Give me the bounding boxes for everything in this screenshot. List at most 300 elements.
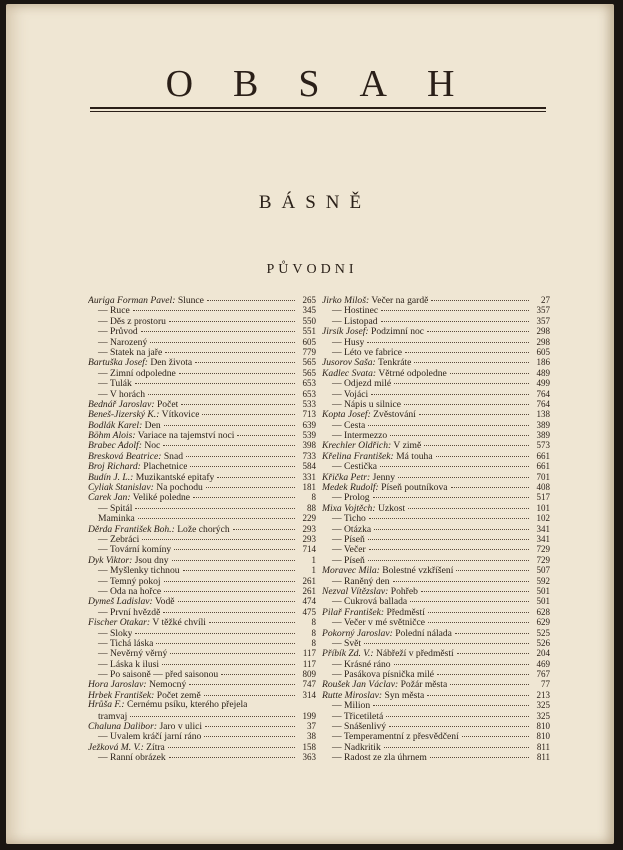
toc-entry	[88, 586, 316, 596]
dot-leader	[189, 684, 295, 685]
dot-leader	[164, 425, 295, 426]
toc-entry-title	[88, 649, 167, 658]
toc-entry-author: Cyliak Stanislav:	[88, 483, 154, 493]
page-number: 398	[302, 440, 316, 451]
toc-entry	[322, 752, 550, 762]
page-number: 811	[536, 741, 550, 752]
toc-entry	[88, 420, 316, 430]
toc-entry-title	[88, 514, 135, 523]
page-number: 341	[536, 523, 550, 534]
page-number: 261	[302, 585, 316, 596]
dot-leader	[414, 362, 529, 363]
toc-entry-text: Syn města	[384, 690, 425, 701]
toc-entry	[322, 305, 550, 315]
page-number: 573	[536, 440, 550, 451]
dot-leader	[163, 612, 295, 613]
toc-entry-author: Děrda František Boh.:	[88, 524, 175, 534]
dot-leader	[437, 674, 529, 675]
toc-entry-title	[88, 577, 161, 586]
toc-entry-author: Mixa Vojtěch:	[322, 503, 376, 514]
dot-leader	[421, 591, 529, 592]
toc-entry-text: — Ranní obrázek	[98, 753, 166, 763]
toc-entry	[322, 690, 550, 700]
page-number: 525	[536, 627, 550, 638]
toc-entry-text: — Zimní odpoledne	[98, 368, 176, 379]
page-number: 27	[541, 295, 550, 305]
toc-entry-text: — Hostinec	[332, 306, 379, 316]
toc-entry	[88, 659, 316, 669]
toc-entry-text: Černému psíku, kterého přejela	[127, 700, 248, 711]
toc-entry	[88, 711, 316, 721]
dot-leader	[394, 664, 529, 665]
toc-entry-author: Příbík Zd. V.:	[322, 649, 374, 659]
dot-leader	[142, 539, 295, 540]
toc-entry-text: Noc	[144, 441, 161, 451]
toc-entry-text: — Ticho	[332, 514, 366, 524]
toc-entry-title	[88, 618, 206, 627]
toc-entry-title	[322, 535, 365, 544]
toc-entry-title	[88, 660, 159, 669]
page-number: 8	[311, 637, 316, 648]
toc-entry-text: — Radost ze zla úhrnem	[332, 753, 427, 763]
dot-leader	[217, 477, 295, 478]
toc-entry-title	[322, 753, 427, 762]
toc-entry-text: — První hvězdě	[98, 607, 161, 618]
page-number: 539	[302, 430, 316, 441]
toc-entry	[88, 389, 316, 399]
dot-leader	[183, 570, 295, 571]
toc-entry-title	[322, 691, 424, 700]
page-number: 747	[302, 679, 316, 690]
toc-entry	[322, 420, 550, 430]
toc-entry	[88, 305, 316, 315]
page-number: 265	[302, 295, 316, 305]
toc-entry-text: — Listopad	[332, 316, 378, 327]
toc-entry-title	[88, 556, 169, 565]
dot-leader	[206, 487, 295, 488]
page-number: 501	[536, 585, 550, 596]
toc-entry	[322, 295, 550, 305]
dot-leader	[179, 373, 295, 374]
page-number: 713	[302, 409, 316, 420]
toc-entry	[88, 492, 316, 502]
page-number: 117	[302, 648, 316, 659]
dot-leader	[381, 321, 529, 322]
page-number: 331	[302, 471, 316, 482]
page-number: 469	[536, 658, 550, 669]
toc-entry	[322, 565, 550, 575]
toc-entry-text: — Statek na jaře	[98, 347, 163, 358]
toc-entry-author: Fischer Otakar:	[88, 618, 151, 628]
page-number: 1	[311, 554, 316, 565]
dot-leader	[450, 684, 529, 685]
toc-entry-title	[322, 431, 387, 440]
page-number: 605	[536, 346, 550, 357]
dot-leader	[462, 736, 529, 737]
toc-entry	[88, 326, 316, 336]
toc-entry-author: Roušek Jan Václav:	[322, 680, 399, 690]
dot-leader	[457, 653, 529, 654]
dot-leader	[164, 591, 295, 592]
page-number: 117	[302, 658, 316, 669]
toc-entry	[322, 347, 550, 357]
dot-leader	[202, 414, 295, 415]
toc-entry-author: Jusorov Saša:	[322, 358, 376, 368]
page-number: 533	[302, 398, 316, 409]
dot-leader	[135, 383, 295, 384]
page-number: 345	[302, 305, 316, 316]
toc-entry-text: — Snášenlivý	[332, 722, 387, 732]
page-number: 714	[302, 544, 316, 555]
dot-leader	[205, 726, 295, 727]
toc-entry-text: — Nevěrný věrný	[98, 649, 168, 659]
page-number: 733	[302, 450, 316, 461]
dot-leader	[451, 487, 529, 488]
page-number: 389	[536, 419, 550, 430]
toc-entry-title	[322, 566, 453, 575]
toc-entry-title	[88, 504, 132, 513]
toc-entry-text: — Úvalem kráčí jarní ráno	[98, 732, 202, 742]
toc-entry-text: — Myšlenky tichnou	[98, 566, 180, 576]
dot-leader	[393, 581, 529, 582]
page-number: 357	[536, 305, 550, 316]
toc-entry-text: tramvaj	[98, 711, 128, 722]
dot-leader	[233, 529, 295, 530]
page-number: 314	[302, 689, 316, 700]
page-number: 341	[536, 533, 550, 544]
page-number: 550	[302, 315, 316, 326]
toc-entry-text: Maminka	[98, 514, 135, 524]
toc-entry-author: Budín J. L.:	[88, 472, 134, 483]
page-number: 729	[536, 544, 550, 555]
page-number: 213	[536, 689, 550, 700]
toc-entry-title	[322, 743, 381, 752]
dot-leader	[373, 705, 529, 706]
dot-leader	[364, 643, 529, 644]
toc-column-right	[322, 295, 550, 763]
toc-entry-title	[88, 338, 147, 347]
page-number: 565	[302, 367, 316, 378]
toc-entry-author: Moravec Mila:	[322, 566, 380, 576]
dot-leader	[404, 404, 529, 405]
dot-leader	[450, 373, 529, 374]
page-number: 181	[302, 482, 316, 493]
toc-entry-title	[88, 700, 247, 710]
page-number: 389	[536, 430, 550, 441]
toc-entry	[88, 482, 316, 492]
toc-entry	[322, 700, 550, 710]
page-number: 204	[536, 648, 550, 659]
page-number: 517	[536, 492, 550, 503]
toc-entry	[88, 544, 316, 554]
page-number: 764	[536, 388, 550, 399]
toc-entry-text: — Láska k ilusi	[98, 659, 160, 670]
toc-entry-text: Zítra	[146, 742, 165, 753]
toc-entry-title	[88, 680, 186, 689]
toc-entry-text: Jenny	[372, 472, 396, 483]
toc-entry-author: Hora Jaroslav:	[88, 680, 147, 690]
toc-entry-author: Bartuška Josef:	[88, 358, 148, 368]
toc-entry-title	[322, 317, 378, 326]
toc-entry-author: Bodlák Karel:	[88, 420, 143, 431]
toc-entry-text: — Intermezzo	[332, 431, 388, 441]
dot-leader	[380, 466, 529, 467]
toc-entry	[322, 607, 550, 617]
toc-column-left	[88, 295, 316, 763]
toc-entry-title	[88, 587, 161, 596]
page-number: 779	[302, 346, 316, 357]
toc-entry-title	[88, 670, 218, 679]
toc-entry-text: V zimě	[393, 441, 422, 451]
toc-entry-title	[322, 712, 383, 721]
toc-entry-title	[322, 452, 433, 461]
toc-entry	[88, 742, 316, 752]
toc-entry-text: V těžké chvíli	[152, 618, 206, 628]
dot-leader	[389, 726, 529, 727]
toc-entry	[322, 461, 550, 471]
toc-entry-author: Pilař František:	[322, 607, 385, 618]
toc-entry	[322, 576, 550, 586]
dot-leader	[430, 757, 529, 758]
toc-entry-title	[322, 410, 416, 419]
toc-entry-author: Kopta Josef:	[322, 410, 371, 420]
toc-entry-title	[88, 753, 166, 762]
toc-entry-title	[88, 379, 132, 388]
page-number: 551	[302, 326, 316, 337]
toc-entry	[322, 544, 550, 554]
toc-entry	[322, 472, 550, 482]
toc-entry	[88, 607, 316, 617]
toc-entry	[88, 565, 316, 575]
toc-entry	[322, 492, 550, 502]
toc-entry	[322, 378, 550, 388]
dot-leader	[156, 643, 295, 644]
toc-entry	[322, 430, 550, 440]
toc-entry-title	[322, 545, 366, 554]
page-number: 629	[536, 617, 550, 628]
toc-entry-author: Čarek Jan:	[88, 493, 131, 503]
dot-leader	[178, 601, 295, 602]
toc-entry-author: Hrbek František:	[88, 690, 155, 701]
toc-entry-text: Nemocný	[148, 680, 187, 690]
dot-leader	[427, 695, 529, 696]
dot-leader	[169, 757, 295, 758]
toc-entry-title	[88, 493, 190, 502]
toc-entry	[322, 711, 550, 721]
page-number: 767	[536, 669, 550, 680]
toc-entry-author: Dyk Viktor:	[88, 555, 133, 566]
toc-entry-author: Beneš-Jizerský K.:	[88, 410, 160, 420]
page-number: 501	[536, 596, 550, 607]
page-number: 810	[536, 721, 550, 732]
toc-entry-text: — Tulák	[98, 379, 132, 389]
toc-entry-text: Má touha	[396, 451, 433, 462]
dot-leader	[193, 497, 295, 498]
page-number: 661	[536, 461, 550, 472]
toc-entry-text: Počet	[156, 399, 179, 410]
toc-entry-title	[88, 639, 153, 648]
dot-leader	[381, 310, 529, 311]
toc-entry-text: — Pasákova písnička milé	[332, 670, 435, 680]
toc-entry-author: Jirko Miloš:	[322, 296, 370, 306]
page-number: 8	[311, 492, 316, 503]
toc-entry	[88, 721, 316, 731]
toc-entry	[88, 648, 316, 658]
toc-entry	[322, 679, 550, 689]
toc-entry	[322, 337, 550, 347]
toc-entry-title	[88, 597, 175, 606]
toc-entry-title	[322, 504, 405, 513]
toc-entry-text: — V horách	[98, 389, 146, 399]
dot-leader	[369, 549, 529, 550]
toc-entry-title	[88, 473, 214, 482]
dot-leader	[190, 466, 295, 467]
toc-entry-title	[88, 722, 202, 731]
toc-entry-author: Brabec Adolf:	[88, 441, 142, 451]
dot-leader	[237, 435, 295, 436]
toc-entry-title	[88, 441, 160, 450]
page-number: 809	[302, 669, 316, 680]
subsection-heading: PŮVODNI	[266, 262, 358, 277]
toc-entry-text: Podzimní noc	[371, 327, 425, 337]
toc-entry-title	[322, 732, 459, 741]
toc-entry-title	[322, 296, 428, 305]
toc-entry	[88, 628, 316, 638]
toc-entry-title	[322, 597, 407, 606]
toc-entry	[88, 555, 316, 565]
toc-entry-title	[322, 462, 377, 471]
toc-entry-text: Vodě	[154, 597, 175, 607]
toc-entry-text: Snad	[163, 451, 184, 462]
page-number: 357	[536, 315, 550, 326]
page-title: OBSAH	[165, 63, 495, 105]
toc-entry-text: Zvěstování	[373, 410, 416, 420]
toc-entry-title	[88, 421, 161, 430]
toc-entry-title	[322, 379, 391, 388]
toc-entry-title	[322, 608, 425, 617]
page-number: 729	[536, 554, 550, 565]
toc-entry-title	[88, 691, 201, 700]
dot-leader	[172, 560, 295, 561]
toc-entry	[88, 700, 316, 710]
dot-leader	[390, 435, 529, 436]
page-number: 639	[302, 419, 316, 430]
dot-leader	[368, 425, 529, 426]
toc-entry-author: Krechler Oldřich:	[322, 441, 392, 451]
toc-entry	[88, 316, 316, 326]
toc-entry-text: — Večer	[332, 545, 366, 555]
toc-entry-text: — Průvod	[98, 327, 138, 337]
dot-leader	[367, 342, 529, 343]
toc-entry-text: — Svět	[332, 638, 362, 649]
dot-leader	[135, 508, 295, 509]
toc-entry-title	[88, 348, 162, 357]
toc-entry	[322, 638, 550, 648]
dot-leader	[428, 612, 529, 613]
toc-entry	[88, 679, 316, 689]
toc-entry	[88, 378, 316, 388]
toc-entry	[322, 513, 550, 523]
dot-leader	[373, 497, 529, 498]
toc-entry	[88, 534, 316, 544]
dot-leader	[186, 456, 295, 457]
toc-entry	[322, 721, 550, 731]
toc-entry	[88, 461, 316, 471]
page-number: 325	[536, 710, 550, 721]
dot-leader	[162, 664, 295, 665]
toc-entry-text: — Krásné ráno	[332, 659, 391, 670]
toc-entry	[322, 399, 550, 409]
toc-entry-text: — Cestička	[332, 462, 378, 472]
toc-entry-text: — Temný pokoj	[98, 576, 161, 586]
toc-entry-text: — Sloky	[98, 628, 133, 638]
title-rule-thick	[90, 107, 546, 109]
dot-leader	[169, 321, 295, 322]
page-number: 592	[536, 575, 550, 586]
toc-entry-title	[88, 296, 204, 305]
toc-entry-text: Na pochodu	[156, 483, 203, 493]
dot-leader	[207, 300, 295, 301]
toc-entry	[322, 731, 550, 741]
toc-entry-author: Kadlec Svata:	[322, 368, 377, 379]
toc-entry-text: — Ruce	[98, 306, 130, 316]
toc-entry-text: Slunce	[177, 296, 204, 306]
dot-leader	[427, 331, 529, 332]
toc-entry	[322, 555, 550, 565]
dot-leader	[368, 539, 529, 540]
toc-entry-author: Ježková M. V.:	[88, 742, 144, 753]
dot-leader	[138, 518, 295, 519]
toc-entry-text: Bolestné vzkříšení	[382, 566, 454, 576]
page-number: 293	[302, 523, 316, 534]
dot-leader	[204, 736, 295, 737]
dot-leader	[398, 477, 529, 478]
toc-entry-author: Auriga Forman Pavel:	[88, 296, 176, 306]
toc-entry-title	[88, 712, 127, 721]
toc-entry-title	[322, 722, 386, 731]
page-number: 499	[536, 378, 550, 389]
toc-entry-title	[88, 545, 171, 554]
toc-entry-text: — Po saisoně — před saisonou	[98, 670, 219, 680]
dot-leader	[371, 394, 529, 395]
toc-entry-author: Böhm Alois:	[88, 431, 136, 441]
toc-entry	[322, 534, 550, 544]
dot-leader	[405, 352, 529, 353]
toc-entry	[322, 659, 550, 669]
toc-entry-text: — Vojáci	[332, 389, 369, 399]
toc-entry-text: Větrné odpoledne	[378, 368, 447, 379]
toc-entry-title	[88, 462, 187, 471]
toc-entry-title	[88, 452, 183, 461]
page-number: 661	[536, 450, 550, 461]
dot-leader	[209, 622, 295, 623]
toc-entry-title	[322, 400, 401, 409]
toc-entry	[88, 472, 316, 482]
toc-entry-text: Večer na gardě	[371, 296, 429, 306]
toc-entry-text: — Prolog	[332, 493, 370, 503]
toc-entry-title	[88, 629, 132, 638]
toc-entry-title	[322, 670, 434, 679]
toc-entry-author: Broj Richard:	[88, 462, 141, 472]
toc-entry-title	[88, 327, 138, 336]
toc-entry-text: — Nadkritik	[332, 742, 381, 753]
toc-entry-text: — Milion	[332, 701, 371, 711]
toc-entry-text: Den života	[150, 358, 193, 368]
toc-entry-author: Rutte Miroslav:	[322, 690, 383, 701]
toc-entry-text: — Narozený	[98, 337, 148, 347]
toc-entry-title	[322, 587, 418, 596]
dot-leader	[410, 601, 529, 602]
